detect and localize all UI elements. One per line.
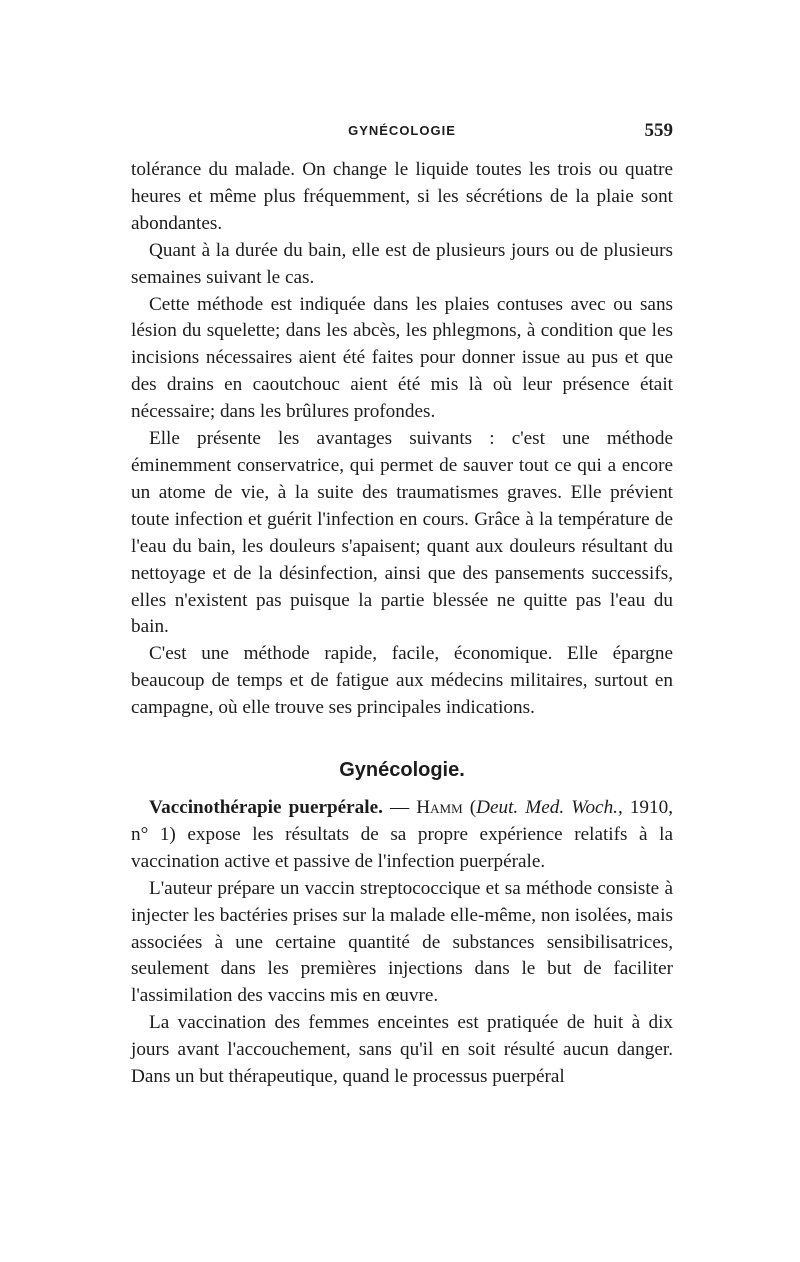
- paragraph-summary: C'est une méthode rapide, facile, économique. Elle épargne beaucoup de temps et de fatigue aux médecins militaires, surtout en campagne, où elle trouve ses principales indications.: [131, 643, 673, 719]
- entry-journal: Deut. Med. Woch.: [476, 797, 618, 819]
- entry-dash: —: [382, 797, 417, 819]
- paragraph-vaccination-timing: La vaccination des femmes enceintes est pratiquée de huit à dix jours avant l'accouchement, sans qu'il en soit résulté aucun danger. Dans un but thérapeutique, quand le processus puerpéral: [131, 1012, 673, 1088]
- paragraph-advantages: Elle présente les avantages suivants : c'est une méthode éminemment conservatrice, qui permet de sauver tout ce qui a encore un atome de vie, à la suite des traumatismes graves. Elle prévient toute infection et guérit l'infection en cours. Grâce à la température de l'eau du bain, les douleurs s'apaisent; quant aux douleurs résultant du nettoyage et de la désinfection, ainsi que des pansements successifs, elles n'existent pas puisque la partie blessée ne quitte pas l'eau du bain.: [131, 428, 673, 638]
- section-heading: Gynécologie.: [339, 759, 465, 782]
- paragraph-indications: Cette méthode est indiquée dans les plaies contuses avec ou sans lésion du squelette; dans les abcès, les phlegmons, à condition que les incisions nécessaires aient été faites pour donner issue au pus et que des drains en caoutchouc aient été mis là où leur présence était nécessaire; dans les brûlures profondes.: [131, 293, 673, 423]
- book-page: [131, 118, 673, 1091]
- entry-citation-rest: , 1910, n° 1) expose les résultats de sa propre expérience relatifs à la vaccination active et passive de l'infection puerpérale.: [131, 797, 674, 872]
- entry-title: Vaccinothérapie puerpérale.: [149, 797, 383, 819]
- entry-paragraph: [131, 795, 673, 876]
- page-number: 559: [644, 120, 673, 141]
- paragraph-bath-duration: Quant à la durée du bain, elle est de plusieurs jours ou de plusieurs semaines suivant le cas.: [131, 239, 673, 288]
- entry-citation-open: (: [462, 797, 477, 819]
- entry-author: Hamm: [416, 797, 463, 819]
- paragraph-continuation: tolérance du malade. On change le liquide toutes les trois ou quatre heures et même plus fréquemment, si les sécrétions de la plaie sont abondantes.: [131, 159, 673, 234]
- running-header: [131, 118, 673, 144]
- paragraph-vaccine-method: L'auteur prépare un vaccin streptococcique et sa méthode consiste à injecter les bactéries prises sur la malade elle-même, non isolées, mais associées à une certaine quantité de substances sensibilisatrices, seulement dans les premières injections dans le but de faciliter l'assimilation des vaccins mis en œuvre.: [131, 877, 673, 1007]
- running-title: GYNÉCOLOGIE: [348, 123, 456, 138]
